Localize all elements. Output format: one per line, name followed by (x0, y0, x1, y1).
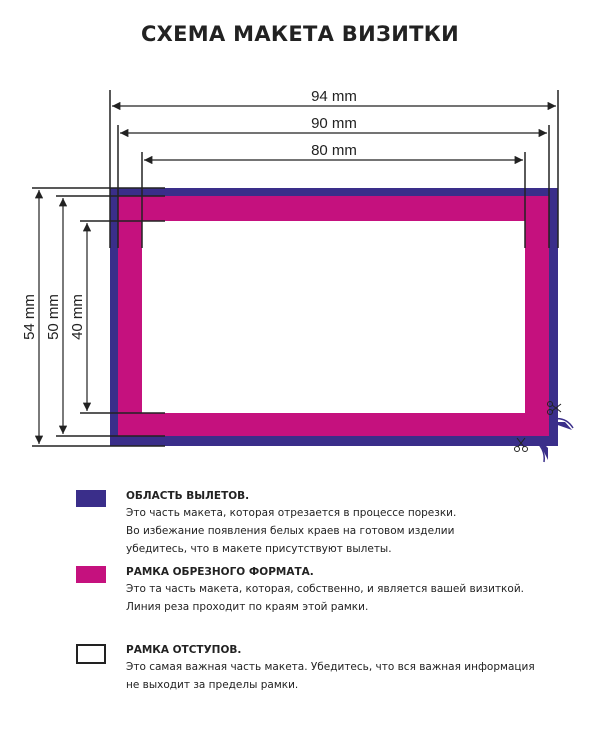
width-trim-label: 90 mm (311, 115, 357, 132)
width-safe-label: 80 mm (311, 142, 357, 159)
legend-title: РАМКА ОТСТУПОВ. (126, 644, 242, 656)
safe-swatch (76, 644, 106, 664)
legend-title: РАМКА ОБРЕЗНОГО ФОРМАТА. (126, 566, 314, 578)
width-bleed-label: 94 mm (311, 88, 357, 105)
safe-zone (142, 221, 525, 413)
legend-title: ОБЛАСТЬ ВЫЛЕТОВ. (126, 490, 250, 502)
legend-line: Это самая важная часть макета. Убедитесь, что вся важная информация (126, 661, 535, 673)
legend-line: убедитесь, что в макете присутствуют вылеты. (126, 543, 392, 555)
height-trim-label: 50 mm (45, 294, 62, 340)
legend-line: не выходит за пределы рамки. (126, 679, 299, 691)
bleed-swatch (76, 490, 106, 507)
legend-line: Линия реза проходит по краям этой рамки. (126, 601, 369, 613)
trim-swatch (76, 566, 106, 583)
legend-line: Это часть макета, которая отрезается в процессе порезки. (126, 507, 457, 519)
height-safe-label: 40 mm (69, 294, 86, 340)
page-title: СХЕМА МАКЕТА ВИЗИТКИ (140, 22, 460, 46)
legend-line: Это та часть макета, которая, собственно, и является вашей визиткой. (126, 583, 524, 595)
height-bleed-label: 54 mm (21, 294, 38, 340)
legend-line: Во избежание появления белых краев на готовом изделии (126, 525, 455, 537)
